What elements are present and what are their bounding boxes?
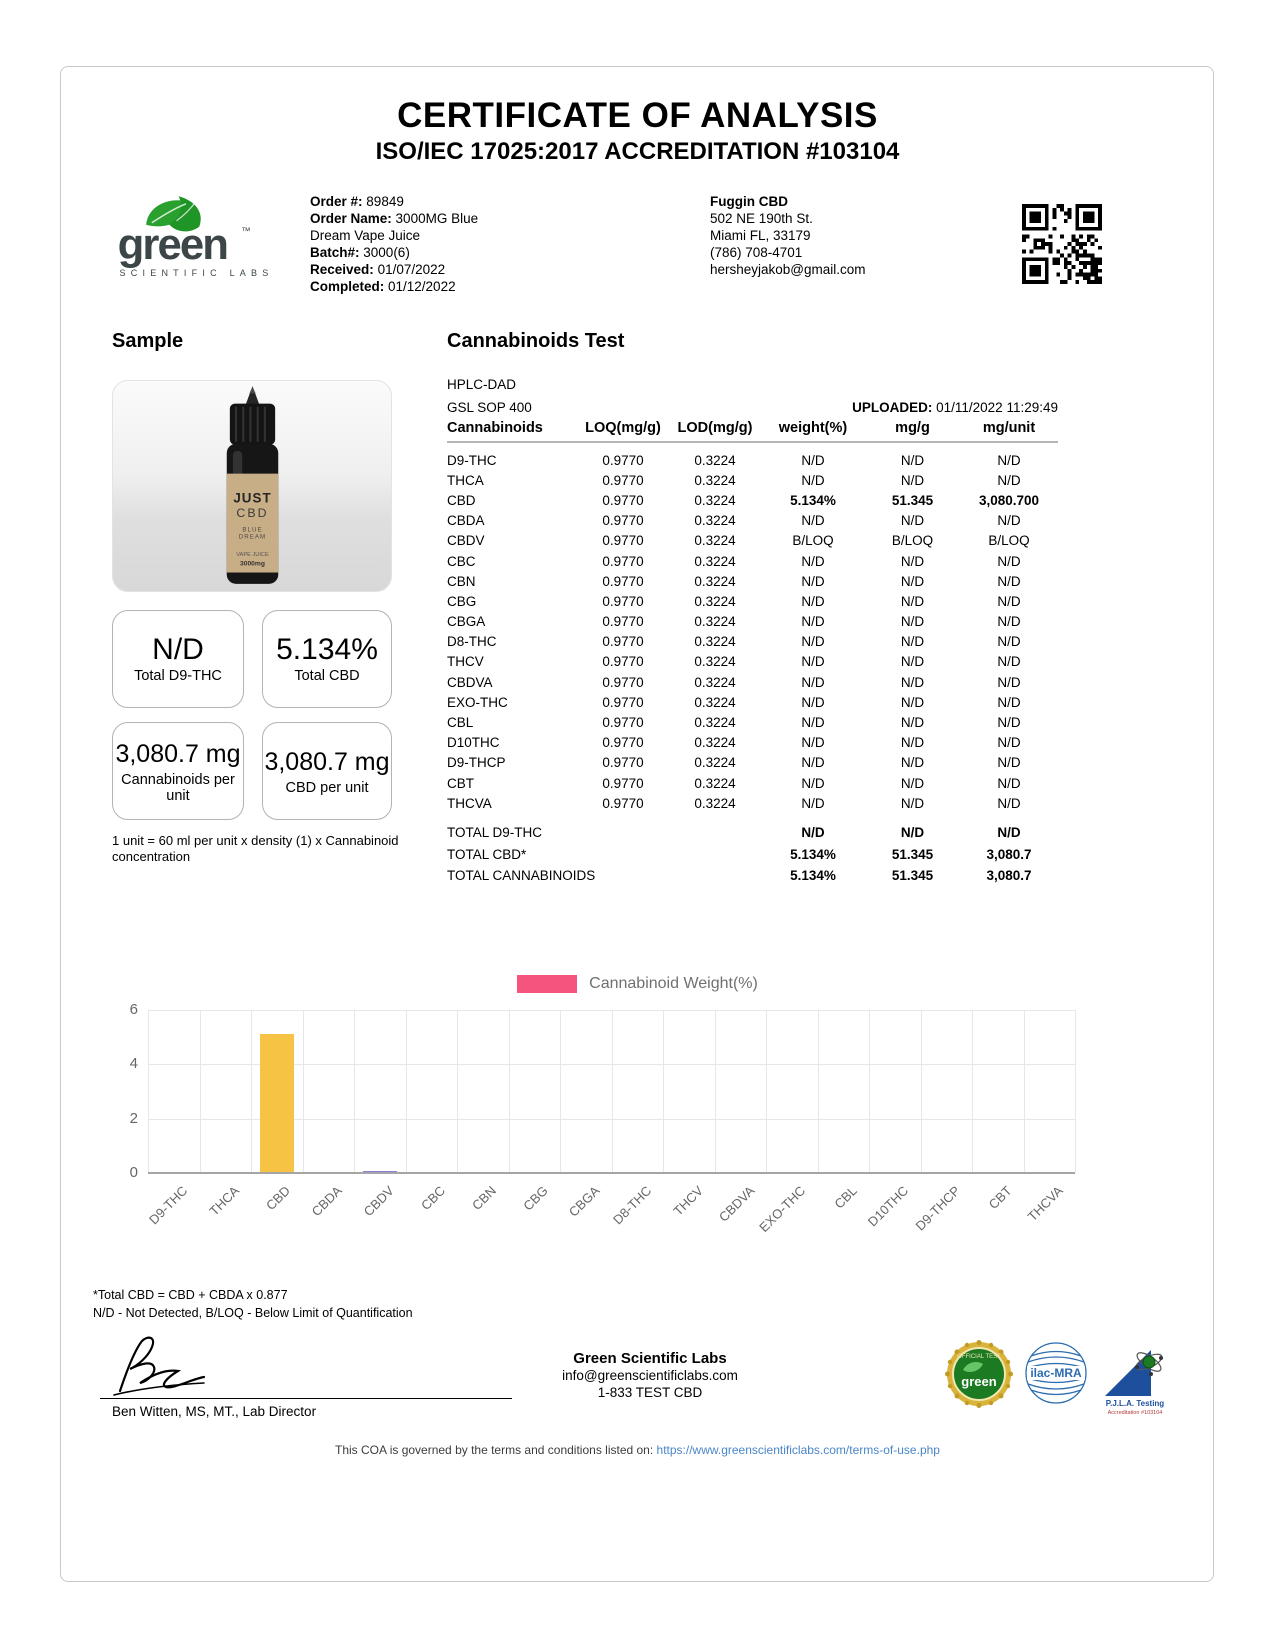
table-cell: N/D: [900, 654, 925, 670]
lab-contact-block: [480, 1350, 820, 1401]
totals-cell: N/D: [801, 825, 825, 841]
x-axis-label: CBDVA: [715, 1183, 758, 1225]
received-value: 01/07/2022: [377, 262, 446, 277]
table-row: [447, 591, 1058, 611]
x-axis-label: EXO-THC: [756, 1183, 809, 1235]
totals-cell: N/D: [900, 825, 925, 841]
table-cell: 5.134%: [790, 492, 836, 508]
uploaded-timestamp: [760, 400, 1058, 415]
table-cell: N/D: [900, 634, 925, 650]
table-cell: N/D: [801, 694, 825, 710]
table-cell: CBD: [447, 492, 476, 508]
accreditation-badges: [945, 1340, 1175, 1416]
table-cell: N/D: [900, 513, 925, 529]
batch-line: [310, 244, 505, 261]
stat-label: Cannabinoids per unit: [121, 772, 235, 804]
table-cell: N/D: [997, 654, 1021, 670]
table-row: [447, 712, 1058, 732]
table-cell: D10THC: [447, 735, 500, 751]
table-cell: 0.3224: [694, 452, 736, 468]
table-row: [447, 652, 1058, 672]
terms-of-use-link[interactable]: https://www.greenscientificlabs.com/terms-of-use.php: [656, 1443, 940, 1457]
lab-phone: 1-833 TEST CBD: [597, 1385, 703, 1400]
table-cell: N/D: [900, 573, 925, 589]
order-number-label: Order #:: [310, 194, 363, 209]
stat-value: N/D: [152, 633, 204, 666]
table-cell: D9-THCP: [447, 755, 506, 771]
table-cell: N/D: [801, 795, 825, 811]
client-email: hersheyjakob@gmail.com: [710, 262, 866, 277]
coa-disclaimer: [0, 1443, 1275, 1457]
x-axis-label: CBGA: [565, 1183, 603, 1220]
x-axis-label: CBL: [831, 1183, 861, 1212]
table-cell: N/D: [997, 573, 1021, 589]
table-cell: 0.9770: [602, 513, 644, 529]
table-row: [447, 551, 1058, 571]
table-cell: N/D: [900, 452, 925, 468]
order-name-line: [310, 210, 505, 244]
received-label: Received:: [310, 262, 374, 277]
logo-trademark: ™: [241, 226, 251, 238]
x-axis-label: CBN: [469, 1183, 500, 1214]
x-axis-label: D9-THC: [146, 1183, 191, 1228]
footnote-abbreviations: N/D - Not Detected, B/LOQ - Below Limit of Quantification: [93, 1306, 413, 1320]
y-axis-tick: 4: [129, 1055, 138, 1073]
table-cell: N/D: [900, 694, 925, 710]
received-line: [310, 261, 505, 278]
table-row: [447, 490, 1058, 510]
table-cell: 0.3224: [694, 795, 736, 811]
green-scientific-labs-logo: [110, 192, 300, 284]
page-title: CERTIFICATE OF ANALYSIS: [397, 96, 878, 135]
x-axis-label: CBG: [520, 1183, 552, 1214]
client-address-line2: Miami FL, 33179: [710, 228, 811, 243]
table-cell: 0.9770: [602, 715, 644, 731]
table-cell: THCA: [447, 472, 484, 488]
table-row: [447, 793, 1058, 813]
sample-photo: [112, 380, 392, 592]
table-cell: N/D: [801, 472, 825, 488]
table-cell: CBGA: [447, 614, 486, 630]
table-cell: 51.345: [891, 492, 934, 508]
client-address-line1: 502 NE 190th St.: [710, 211, 813, 226]
table-cell: N/D: [801, 513, 825, 529]
totals-cell: N/D: [997, 825, 1021, 841]
totals-cell: 51.345: [891, 868, 934, 884]
cannabinoid-table-body: [447, 450, 1058, 813]
svg-text:3000mg: 3000mg: [239, 560, 265, 568]
table-row: [447, 632, 1058, 652]
table-cell: N/D: [997, 553, 1021, 569]
svg-text:CBD: CBD: [235, 505, 269, 520]
x-axis-label: D9-THCP: [912, 1183, 964, 1234]
table-cell: D9-THC: [447, 452, 497, 468]
table-row: [447, 753, 1058, 773]
table-cell: B/LOQ: [988, 533, 1030, 549]
table-cell: EXO-THC: [447, 694, 508, 710]
svg-text:OFFICIAL TEST: OFFICIAL TEST: [957, 1354, 1001, 1360]
qr-code: [1022, 204, 1102, 284]
stat-total-d9-thc: [112, 610, 244, 708]
table-cell: 0.9770: [602, 654, 644, 670]
table-cell: 0.3224: [694, 634, 736, 650]
table-cell: 0.9770: [602, 735, 644, 751]
table-cell: CBT: [447, 775, 474, 791]
logo-graphic: [110, 192, 300, 284]
table-cell: 0.9770: [602, 573, 644, 589]
client-phone: (786) 708-4701: [710, 245, 803, 260]
table-cell: 0.9770: [602, 472, 644, 488]
table-cell: 0.3224: [694, 775, 736, 791]
lab-email: info@greenscientificlabs.com: [562, 1368, 738, 1383]
table-cell: N/D: [997, 715, 1021, 731]
svg-text:ilac-MRA: ilac-MRA: [1030, 1366, 1082, 1380]
y-axis-tick: 0: [129, 1164, 138, 1181]
table-cell: N/D: [997, 735, 1021, 751]
table-cell: N/D: [801, 553, 825, 569]
stat-value: 5.134%: [276, 633, 378, 666]
table-cell: 0.9770: [602, 795, 644, 811]
x-axis-label: CBT: [985, 1183, 1015, 1212]
col-lod: LOD(mg/g): [677, 420, 753, 436]
table-cell: 3,080.700: [978, 492, 1040, 508]
table-cell: B/LOQ: [891, 533, 934, 549]
table-cell: N/D: [900, 775, 925, 791]
stat-cannabinoids-per-unit: [112, 722, 244, 820]
table-cell: 0.3224: [694, 573, 736, 589]
table-cell: CBL: [447, 715, 474, 731]
test-method: HPLC-DAD: [447, 377, 517, 392]
totals-row: [447, 844, 1058, 866]
totals-cell: 5.134%: [790, 868, 836, 884]
uploaded-value: 01/11/2022 11:29:49: [936, 400, 1058, 415]
table-cell: 0.9770: [602, 593, 644, 609]
x-axis-label: D8-THC: [609, 1183, 655, 1228]
col-loq: LOQ(mg/g): [585, 420, 661, 436]
table-cell: 0.3224: [694, 755, 736, 771]
table-cell: 0.3224: [694, 674, 736, 690]
col-weight: weight(%): [778, 420, 848, 436]
table-cell: THCV: [447, 654, 484, 670]
table-cell: 0.3224: [694, 735, 736, 751]
table-cell: 0.3224: [694, 614, 736, 630]
totals-cell: TOTAL D9-THC: [447, 825, 543, 841]
table-cell: 0.3224: [694, 593, 736, 609]
table-cell: N/D: [997, 775, 1021, 791]
table-cell: 0.9770: [602, 452, 644, 468]
cannabinoid-table-header: [447, 420, 1058, 443]
svg-text:green: green: [117, 219, 228, 269]
svg-text:BLUE: BLUE: [241, 526, 263, 534]
table-row: [447, 450, 1058, 470]
totals-cell: 3,080.7: [986, 846, 1032, 862]
signature: [108, 1333, 278, 1399]
table-cell: 0.3224: [694, 715, 736, 731]
table-cell: N/D: [900, 593, 925, 609]
table-cell: N/D: [997, 694, 1021, 710]
totals-cell: 5.134%: [790, 846, 836, 862]
uploaded-label: UPLOADED:: [852, 400, 933, 415]
footnote-total-cbd: *Total CBD = CBD + CBDA x 0.877: [93, 1288, 288, 1302]
x-axis-label: CBC: [418, 1183, 449, 1214]
table-cell: 0.9770: [602, 775, 644, 791]
x-axis-label: CBDA: [308, 1183, 346, 1220]
x-axis-label: THCA: [206, 1183, 243, 1219]
signature-line: [100, 1398, 512, 1399]
stat-cbd-per-unit: [262, 722, 392, 820]
x-axis-label: D10THC: [865, 1183, 912, 1230]
table-cell: 0.9770: [602, 614, 644, 630]
table-cell: 0.9770: [602, 492, 644, 508]
table-cell: N/D: [801, 614, 825, 630]
y-axis-tick: 2: [129, 1109, 138, 1127]
totals-row: [447, 865, 1058, 887]
table-cell: 0.3224: [694, 553, 736, 569]
table-cell: N/D: [801, 775, 825, 791]
order-info: [310, 193, 505, 295]
table-cell: N/D: [900, 553, 925, 569]
col-cannabinoids: Cannabinoids: [447, 420, 543, 436]
table-row: [447, 470, 1058, 490]
table-cell: N/D: [997, 795, 1021, 811]
table-cell: 0.9770: [602, 553, 644, 569]
table-row: [447, 692, 1058, 712]
y-axis-tick: 6: [129, 1001, 138, 1018]
batch-label: Batch#:: [310, 245, 360, 260]
table-cell: N/D: [801, 593, 825, 609]
cannabinoids-test-heading: Cannabinoids Test: [447, 330, 625, 352]
table-cell: 0.9770: [602, 634, 644, 650]
cannabinoid-table-totals: [447, 822, 1058, 887]
svg-text:green: green: [961, 1374, 997, 1389]
table-cell: 0.3224: [694, 694, 736, 710]
table-row: [447, 571, 1058, 591]
client-name: Fuggin CBD: [710, 194, 788, 209]
table-cell: CBDV: [447, 533, 485, 549]
sample-heading: Sample: [112, 330, 184, 352]
disclaimer-text: This COA is governed by the terms and conditions listed on:: [335, 1443, 657, 1457]
x-axis-label: CBD: [263, 1183, 294, 1214]
table-cell: N/D: [900, 614, 925, 630]
table-cell: 0.9770: [602, 674, 644, 690]
table-cell: N/D: [801, 573, 825, 589]
table-cell: CBDVA: [447, 674, 493, 690]
table-cell: 0.3224: [694, 533, 736, 549]
table-cell: N/D: [801, 674, 825, 690]
table-cell: N/D: [801, 735, 825, 751]
table-cell: N/D: [801, 452, 825, 468]
batch-value: 3000(6): [363, 245, 410, 260]
table-cell: N/D: [900, 674, 925, 690]
table-cell: CBDA: [447, 513, 485, 529]
table-cell: N/D: [997, 614, 1021, 630]
stat-value: 3,080.7 mg: [115, 740, 241, 768]
table-cell: N/D: [997, 472, 1021, 488]
table-cell: N/D: [801, 634, 825, 650]
table-cell: N/D: [900, 472, 925, 488]
table-cell: 0.3224: [694, 654, 736, 670]
svg-text:DREAM: DREAM: [238, 533, 266, 541]
stat-label: CBD per unit: [285, 780, 369, 796]
table-cell: N/D: [900, 735, 925, 751]
table-cell: CBG: [447, 593, 477, 609]
table-cell: N/D: [997, 513, 1021, 529]
table-row: [447, 511, 1058, 531]
table-row: [447, 773, 1058, 793]
completed-label: Completed:: [310, 279, 385, 294]
x-axis-label: CBDV: [360, 1183, 397, 1220]
table-cell: 0.9770: [602, 694, 644, 710]
stat-label: Total CBD: [294, 668, 360, 684]
table-row: [447, 612, 1058, 632]
svg-text:VAPE JUICE: VAPE JUICE: [235, 552, 269, 559]
ilac-mra-seal-icon: [1023, 1340, 1089, 1406]
stat-total-cbd: [262, 610, 392, 708]
table-cell: CBN: [447, 573, 476, 589]
pjla-testing-logo-icon: [1099, 1340, 1171, 1416]
table-row: [447, 672, 1058, 692]
table-row: [447, 531, 1058, 551]
client-info: [710, 193, 970, 278]
table-cell: 0.3224: [694, 492, 736, 508]
table-cell: N/D: [997, 593, 1021, 609]
table-cell: B/LOQ: [792, 533, 834, 549]
order-number-value: 89849: [366, 194, 404, 209]
table-cell: N/D: [900, 795, 925, 811]
legend-label: Cannabinoid Weight(%): [589, 975, 758, 992]
col-mgg: mg/g: [895, 420, 930, 436]
table-cell: 0.9770: [602, 755, 644, 771]
test-sop: GSL SOP 400: [447, 400, 532, 415]
order-number-line: [310, 193, 505, 210]
svg-text:JUST: JUST: [232, 490, 272, 506]
order-name-label: Order Name:: [310, 211, 392, 226]
x-axis-label: THCVA: [1024, 1183, 1067, 1225]
totals-row: [447, 822, 1058, 844]
totals-cell: 3,080.7: [986, 868, 1032, 884]
table-cell: N/D: [801, 715, 825, 731]
svg-text:Accreditation #103104: Accreditation #103104: [1107, 1410, 1163, 1416]
table-cell: N/D: [801, 654, 825, 670]
completed-line: [310, 278, 505, 295]
totals-cell: TOTAL CBD*: [447, 846, 527, 862]
table-cell: 0.3224: [694, 513, 736, 529]
table-row: [447, 733, 1058, 753]
green-official-test-seal-icon: [945, 1340, 1013, 1412]
table-cell: D8-THC: [447, 634, 497, 650]
vape-bottle-illustration: [190, 383, 315, 589]
table-cell: 0.3224: [694, 472, 736, 488]
sample-stats: [112, 610, 394, 820]
table-cell: N/D: [900, 715, 925, 731]
table-cell: N/D: [801, 755, 825, 771]
totals-cell: TOTAL CANNABINOIDS: [447, 868, 596, 884]
order-name-value: 3000MG Blue Dream Vape Juice: [310, 211, 479, 243]
footnotes: [93, 1286, 413, 1322]
x-axis-label: THCV: [669, 1183, 706, 1219]
totals-cell: 51.345: [891, 846, 934, 862]
table-cell: N/D: [997, 634, 1021, 650]
lab-director-name: Ben Witten, MS, MT., Lab Director: [112, 1404, 317, 1419]
stat-value: 3,080.7 mg: [264, 748, 390, 776]
svg-text:P.J.L.A. Testing: P.J.L.A. Testing: [1105, 1399, 1165, 1408]
table-cell: N/D: [997, 452, 1021, 468]
table-cell: N/D: [900, 755, 925, 771]
chart-legend: [0, 975, 1275, 993]
table-cell: N/D: [997, 755, 1021, 771]
svg-text:SCIENTIFIC LABS: SCIENTIFIC LABS: [119, 268, 274, 278]
lab-name: Green Scientific Labs: [573, 1350, 727, 1367]
legend-swatch-icon: [517, 975, 577, 993]
col-mgunit: mg/unit: [982, 420, 1036, 436]
unit-definition-note: 1 unit = 60 ml per unit x density (1) x Cannabinoid concentration: [112, 833, 399, 864]
stat-label: Total D9-THC: [134, 668, 222, 684]
table-cell: THCVA: [447, 795, 492, 811]
table-cell: 0.9770: [602, 533, 644, 549]
completed-value: 01/12/2022: [388, 279, 456, 294]
accreditation-subtitle: ISO/IEC 17025:2017 ACCREDITATION #103104: [375, 138, 900, 165]
table-cell: CBC: [447, 553, 476, 569]
table-cell: N/D: [997, 674, 1021, 690]
